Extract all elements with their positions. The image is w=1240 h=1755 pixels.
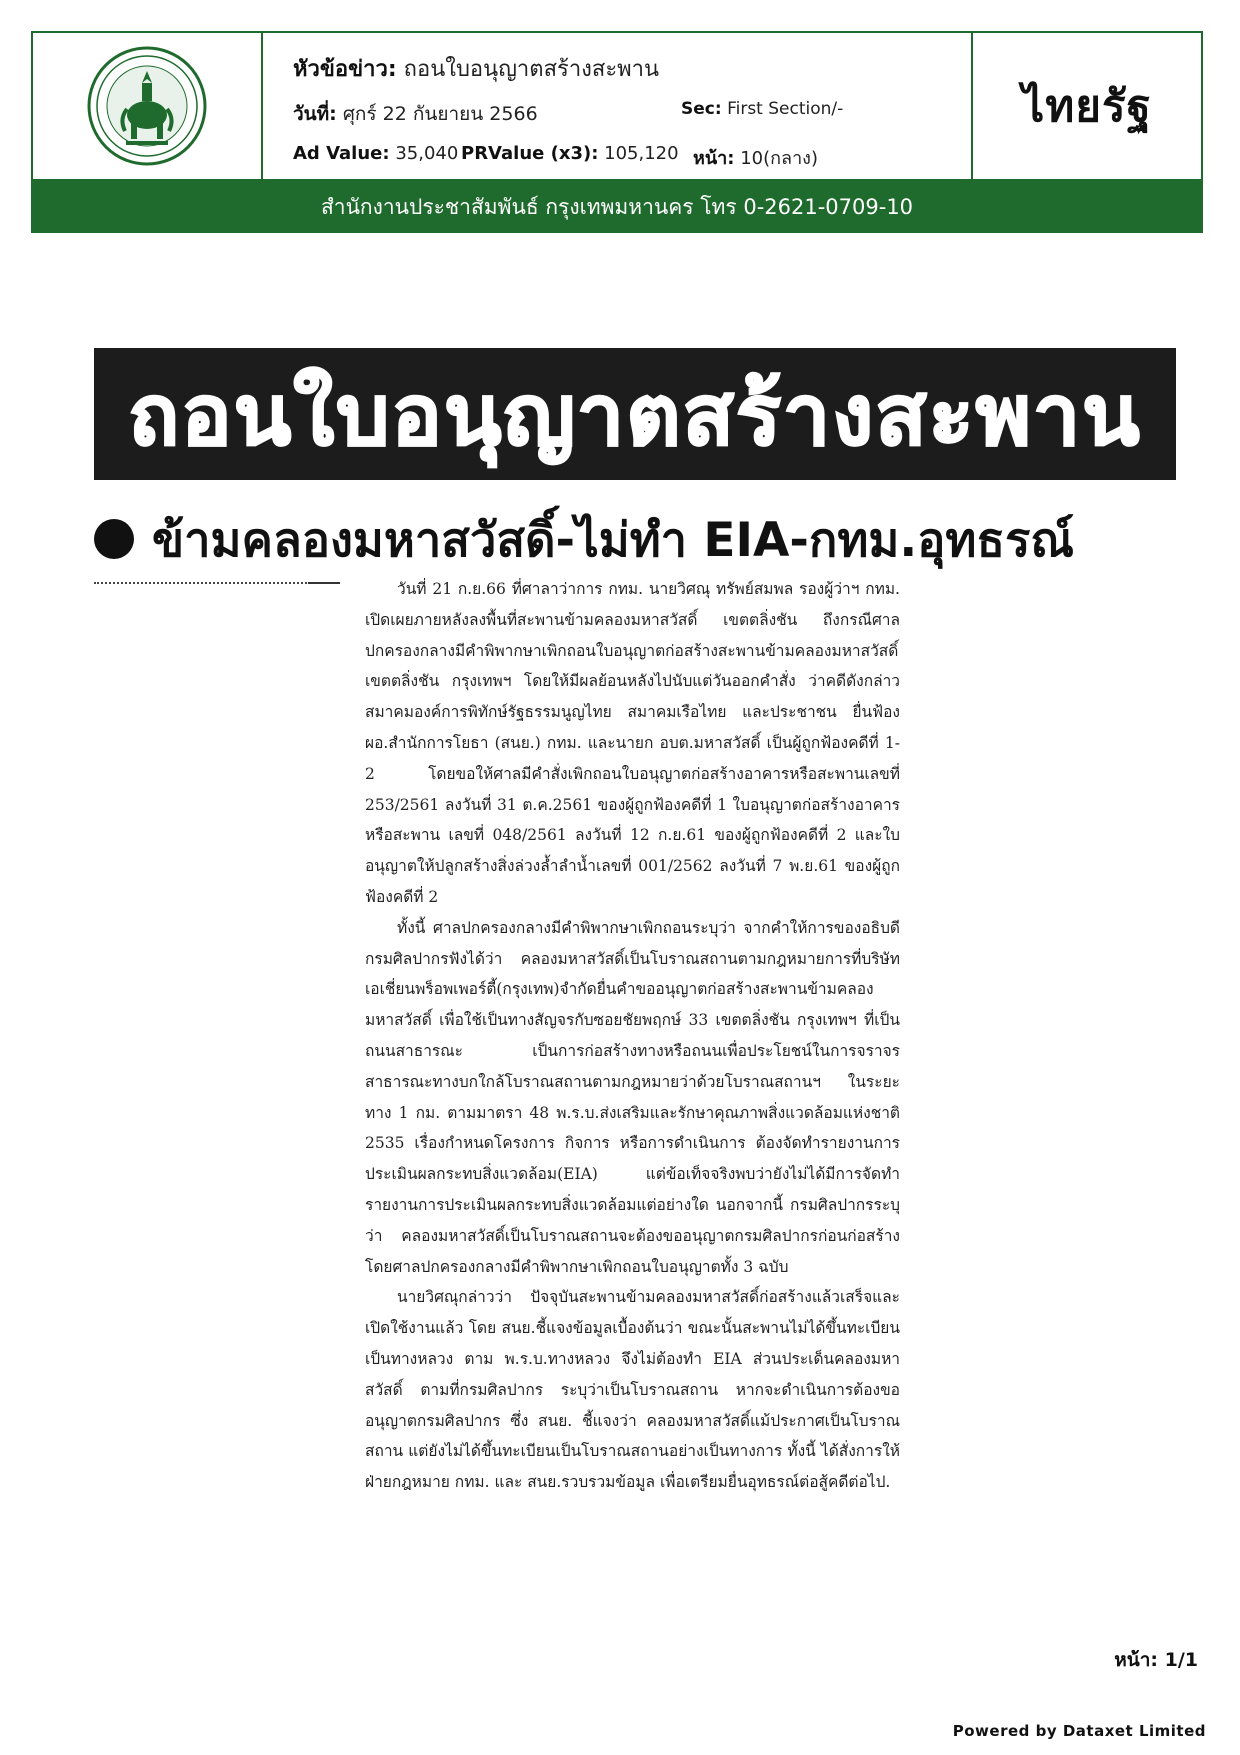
bullet-icon xyxy=(94,519,134,559)
dotted-divider xyxy=(94,582,314,584)
pr-value-field: PRValue (x3): 105,120 xyxy=(461,143,679,164)
solid-divider xyxy=(308,582,340,584)
article-paragraph: นายวิศณุกล่าวว่า ปัจจุบันสะพานข้ามคลองมหาสวัสดิ์ก่อสร้างแล้วเสร็จและเปิดใช้งานแล้ว โดย สนย.ชี้แจงข้อมูลเบื้องต้นว่า ขณะนั้นสะพานไม่ได้ขึ้นทะเบียนเป็นทางหลวง ตาม พ.ร.บ.ทางหลวง จึงไม่ต้องทำ EIA ส่วนประเด็นคลองมหาสวัสดิ์ ตามที่กรมศิลปากร ระบุว่าเป็นโบราณสถาน หากจะดำเนินการต้องขออนุญาตกรมศิลปากร ซึ่ง สนย. ชี้แจงว่า คลองมหาสวัสดิ์แม้ประกาศเป็นโบราณสถาน แต่ยังไม่ได้ขึ้นทะเบียนเป็นโบราณสถานอย่างเป็นทางการ ทั้งนี้ ได้สั่งการให้ฝ่ายกฎหมาย กทม. และ สนย.รวบรวมข้อมูล เพื่อเตรียมยื่นอุทธรณ์ต่อสู้คดีต่อไป. xyxy=(365,1288,900,1492)
page-number: หน้า: 1/1 xyxy=(1114,1649,1198,1671)
powered-by: Powered by Dataxet Limited xyxy=(952,1722,1206,1740)
article-paragraph: วันที่ 21 ก.ย.66 ที่ศาลาว่าการ กทม. นายวิศณุ ทรัพย์สมพล รองผู้ว่าฯ กทม. เปิดเผยภายหลังลงพื้นที่สะพานข้ามคลองมหาสวัสดิ์ เขตตลิ่งชัน ถึงกรณีศาลปกครองกลางมีคำพิพากษาเพิกถอนใบอนุญาตก่อสร้างสะพานข้ามคลองมหาสวัสดิ์ เขตตลิ่งชัน กรุงเทพฯ โดยให้มีผลย้อนหลังไปนับแต่วันออกคำสั่ง ว่าคดีดังกล่าวสมาคมองค์การพิทักษ์รัฐธรรมนูญไทย สมาคมเรือไทย และประชาชน ยื่นฟ้อง ผอ.สำนักการโยธา (สนย.) กทม. และนายก อบต.มหาสวัสดิ์ เป็นผู้ถูกฟ้องคดีที่ 1-2 โดยขอให้ศาลมีคำสั่งเพิกถอนใบอนุญาตก่อสร้างอาคารหรือสะพานเลขที่ 253/2561 ลงวันที่ 31 ต.ค.2561 ของผู้ถูกฟ้องคดีที่ 1 ใบอนุญาตก่อสร้างอาคารหรือสะพาน เลขที่ 048/2561 ลงวันที่ 12 ก.ย.61 ของผู้ถูกฟ้องคดีที่ 2 และใบอนุญาตให้ปลูกสร้างสิ่งล่วงล้ำลำน้ำเลขที่ 001/2562 ลงวันที่ 7 พ.ย.61 ของผู้ถูกฟ้องคดีที่ 2 xyxy=(365,580,900,906)
clipping-info xyxy=(263,33,1003,179)
page-field: หน้า: 10(กลาง) xyxy=(693,148,818,169)
headline-field: หัวข้อข่าว: ถอนใบอนุญาตสร้างสะพาน xyxy=(293,57,660,82)
bma-seal-icon xyxy=(86,45,208,167)
bma-logo-cell xyxy=(33,33,263,179)
newspaper-logo: ไทยรัฐ xyxy=(1022,81,1152,132)
office-banner xyxy=(31,181,1203,233)
ad-value-field: Ad Value: 35,040 xyxy=(293,143,459,164)
article-headline-bar xyxy=(94,348,1176,480)
article-body xyxy=(365,574,900,1498)
article-headline: ถอนใบอนุญาตสร้างสะพาน xyxy=(128,366,1142,464)
article-subheadline: ข้ามคลองมหาสวัสดิ์-ไม่ทำ EIA-กทม.อุทธรณ์ xyxy=(152,512,1074,568)
article-subheadline-row xyxy=(94,500,1184,578)
date-field: วันที่: ศุกร์ 22 กันยายน 2566 xyxy=(293,103,538,125)
section-field: Sec: First Section/- xyxy=(681,99,844,119)
office-banner-text: สำนักงานประชาสัมพันธ์ กรุงเทพมหานคร โทร 0-2621-0709-10 xyxy=(320,194,914,219)
newspaper-brand-cell xyxy=(971,33,1201,179)
article-paragraph: ทั้งนี้ ศาลปกครองกลางมีคำพิพากษาเพิกถอนระบุว่า จากคำให้การของอธิบดีกรมศิลปากรฟังได้ว่า คลองมหาสวัสดิ์เป็นโบราณสถานตามกฎหมายการที่บริษัทเอเชี่ยนพร็อพเพอร์ตี้(กรุงเทพ)จำกัดยื่นคำขออนุญาตก่อสร้างสะพานข้ามคลองมหาสวัสดิ์ เพื่อใช้เป็นทางสัญจรกับซอยชัยพฤกษ์ 33 เขตตลิ่งชัน กรุงเทพฯ ที่เป็นถนนสาธารณะ เป็นการก่อสร้างทางหรือถนนเพื่อประโยชน์ในการจราจรสาธารณะทางบกใกล้โบราณสถานตามกฎหมายว่าด้วยโบราณสถานฯ ในระยะทาง 1 กม. ตามมาตรา 48 พ.ร.บ.ส่งเสริมและรักษาคุณภาพสิ่งแวดล้อมแห่งชาติ 2535 เรื่องกำหนดโครงการ กิจการ หรือการดำเนินการ ต้องจัดทำรายงานการประเมินผลกระทบสิ่งแวดล้อม(EIA) แต่ข้อเท็จจริงพบว่ายังไม่ได้มีการจัดทำรายงานการประเมินผลกระทบสิ่งแวดล้อมแต่อย่างใด นอกจากนี้ กรมศิลปากรระบุว่า คลองมหาสวัสดิ์เป็นโบราณสถานจะต้องขออนุญาตกรมศิลปากรก่อนก่อสร้าง โดยศาลปกครองกลางมีคำพิพากษาเพิกถอนใบอนุญาตทั้ง 3 ฉบับ xyxy=(365,918,900,1276)
clipping-header xyxy=(31,31,1203,181)
